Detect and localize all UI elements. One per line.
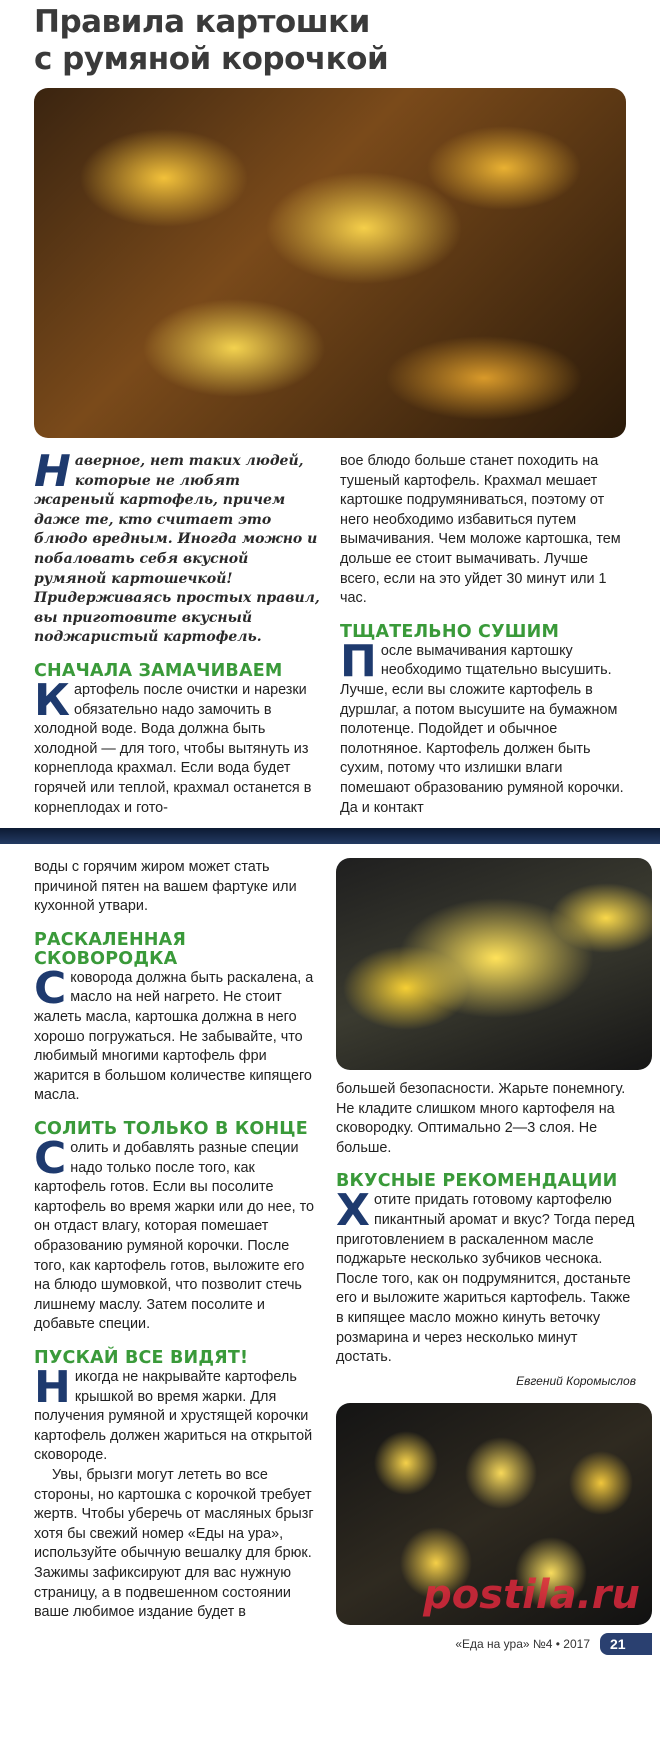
article-title: Правила картошки с румяной корочкой	[34, 4, 389, 77]
section-heading: ВКУСНЫЕ РЕКОМЕНДАЦИИ	[336, 1171, 618, 1192]
section-heading: РАСКАЛЕННАЯ СКОВОРОДКА	[34, 929, 187, 969]
section-text: Солить и добавлять разные специи надо только после того, как картофель готов. Если вы посолите картофель во время жарки или до нее, то он отдаст влагу, которая помешает образованию румяной корочки. После того, как картофель готов, выложите его на блюдо шумовкой, что позволит стечь лишнему маслу. Затем посолите и добавьте специи.	[34, 1133, 315, 1333]
drop-cap: С	[34, 1133, 67, 1185]
baby-potatoes-photo	[336, 1403, 652, 1625]
drop-cap: С	[34, 962, 67, 1014]
bottom-columns	[0, 844, 660, 1665]
section-text: Увы, брызги могут лететь во все стороны, но картошка с корочкой требует жертв. Чтобы уберечь от масляных брызг хотя бы свежий номер «Еды на ура», используйте обычную вешалку для брюк. Зажимы зафиксируют для вас нужную страницу, а в подвешенном состоянии ваше любимое издание будет в	[34, 1466, 314, 1621]
fried-potatoes-pan-photo	[336, 858, 652, 1070]
right-column	[336, 858, 652, 1665]
drop-cap: К	[34, 674, 70, 726]
section-text: Сковорода должна быть раскалена, а масло на ней нагрето. Не стоит жалеть масла, картошка должна в него хорошо погружаться. Не забывайте, что любимый многими картофель фри жарится в большом количестве кипящего масла.	[34, 962, 314, 1104]
roasted-potatoes-photo	[34, 88, 626, 438]
drop-cap: Н	[34, 1361, 71, 1413]
page-number: 21	[600, 1633, 652, 1655]
top-columns	[0, 438, 660, 818]
lead-paragraph: Наверное, нет таких людей, которые не любят жареный картофель, причем даже те, кто считает это блюдо вредным. Иногда можно и побаловать себя вкусной румяной картошечкой! Придерживаясь простых правил, вы приготовите вкусный поджаристый картофель.	[34, 446, 320, 646]
column-2	[340, 452, 630, 818]
section-heading: ТЩАТЕЛЬНО СУШИМ	[340, 621, 560, 642]
section-text: Хотите придать готовому картофелю пикантный аромат и вкус? Тогда перед приготовлением в раскаленном масле поджарьте несколько зубчиков чеснока. После того, как он подрумянится, достаньте его и выложите жариться картофель. Также в кипящее масло можно кинуть веточку розмарина и через несколько минут достать.	[336, 1185, 635, 1366]
section-heading: ПУСКАЙ ВСЕ ВИДЯТ!	[34, 1347, 249, 1368]
section-text: вое блюдо больше станет походить на тушеный картофель. Крахмал мешает картошке подрумяниваться, поэтому от него необходимо избавиться путем вымачивания. Чем моложе картошка, тем дольше ее стоит вымачивать. Лучше всего, если на это уйдет 30 минут или 1 час.	[340, 453, 621, 607]
section-heading: СОЛИТЬ ТОЛЬКО В КОНЦЕ	[34, 1119, 308, 1140]
section-text: Картофель после очистки и нарезки обязательно надо замочить в холодной воде. Вода должна быть холодной — для того, чтобы вытянуть из корнеплода крахмал. Если вода будет горячей или теплой, крахмал останется в корнеплодах и гото-	[34, 674, 312, 816]
author-name: Евгений Коромыслов	[516, 1373, 636, 1388]
column-4	[336, 1080, 636, 1391]
column-3	[34, 858, 324, 1623]
footer-row	[336, 1633, 652, 1665]
section-text: После вымачивания картошку необходимо тщательно высушить. Лучше, если вы сложите картофель в дуршлаг, а потом высушите на бумажном полотенце. Подойдет и обычное полотняное. Картофель должен быть сухим, потому что излишки влаги помешают образованию румяной корочки. Да и контакт	[340, 635, 624, 816]
column-1	[34, 446, 320, 818]
issue-footer: «Еда на ура» №4 • 2017	[455, 1637, 590, 1652]
page-divider-band	[0, 828, 660, 844]
section-text: Никогда не накрывайте картофель крышкой во время жарки. Для получения румяной и хрустящей корочки картофель должен жариться на открытой сковороде.	[34, 1361, 313, 1464]
drop-cap: Х	[336, 1185, 370, 1237]
drop-cap: Н	[34, 446, 71, 497]
section-text: воды с горячим жиром может стать причиной пятен на вашем фартуке или кухонной утвари.	[34, 859, 297, 915]
watermark: postila.ru	[423, 1572, 640, 1619]
drop-cap: П	[340, 635, 377, 687]
section-text: большей безопасности. Жарьте понемногу. Не кладите слишком много картофеля на сковородку. Оптимально 2—3 слоя. Не больше.	[336, 1081, 626, 1156]
section-heading: СНАЧАЛА ЗАМАЧИВАЕМ	[34, 660, 283, 681]
